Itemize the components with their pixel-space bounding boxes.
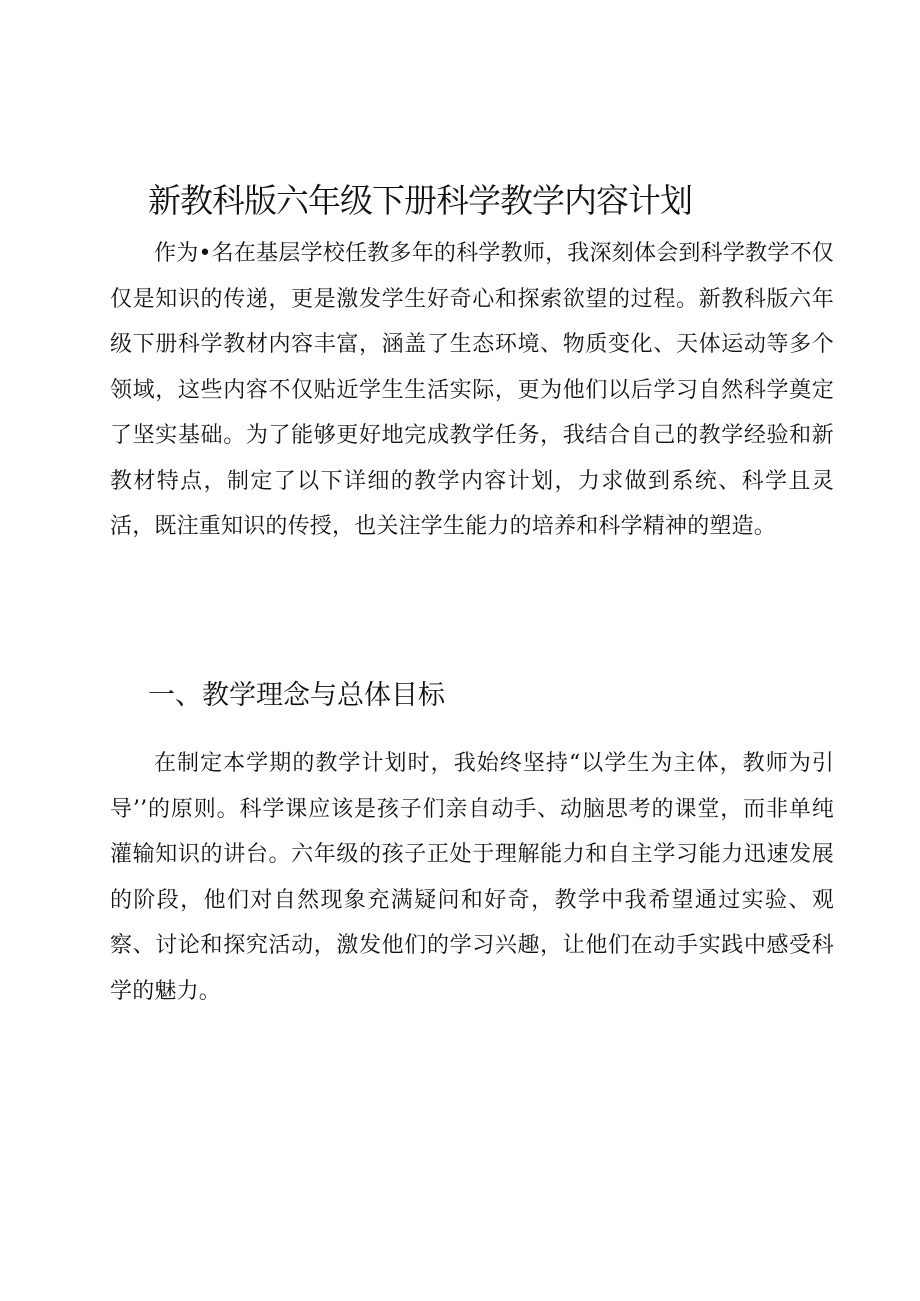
section-paragraph-1: 在制定本学期的教学计划时，我始终坚持“以学生为主体，教师为引导’’的原则。科学课应该是孩子们亲自动手、动脑思考的课堂，而非单纯灌输知识的讲台。六年级的孩子正处于理解能力和自主学习能力迅速发展的阶段，他们对自然现象充满疑问和好奇，教学中我希望通过实验、观察、讨论和探究活动，激发他们的学习兴趣，让他们在动手实践中感受科学的魅力。	[110, 751, 834, 1004]
document-title: 新教科版六年级下册科学教学内容计划	[148, 181, 692, 220]
section-heading-1: 一、教学理念与总体目标	[148, 680, 445, 711]
intro-paragraph: 作为•名在基层学校任教多年的科学教师，我深刻体会到科学教学不仅仅是知识的传递，更是激发学生好奇心和探索欲望的过程。新教科版六年级下册科学教材内容丰富，涵盖了生态环境、物质变化、天体运动等多个领域，这些内容不仅贴近学生生活实际，更为他们以后学习自然科学奠定了坚实基础。为了能够更好地完成教学任务，我结合自己的教学经验和新教材特点，制定了以下详细的教学内容计划，力求做到系统、科学且灵活，既注重知识的传授，也关注学生能力的培养和科学精神的塑造。	[110, 241, 834, 539]
